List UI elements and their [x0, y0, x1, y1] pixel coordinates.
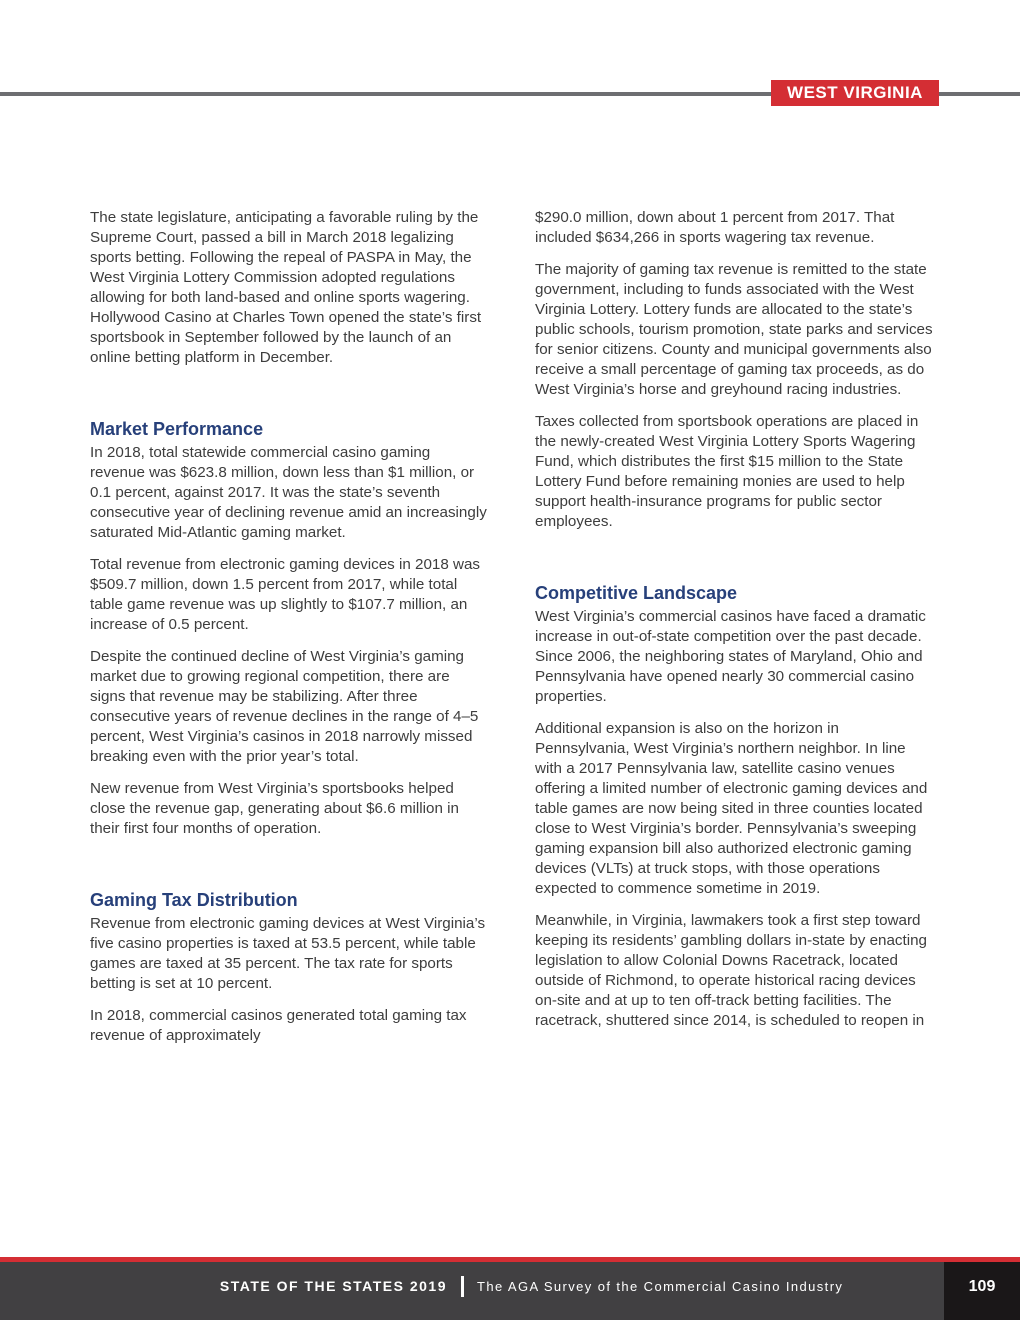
- tax-paragraph-1: Revenue from electronic gaming devices at West Virginia’s five casino properties is taxed at 53.5 percent, while table games are taxed at 35 percent. The tax rate for sports betting is set at 10 percent.: [90, 915, 486, 992]
- page-number: 109: [944, 1262, 1020, 1320]
- market-paragraph-1: In 2018, total statewide commercial casino gaming revenue was $623.8 million, down less than $1 million, or 0.1 percent, against 2017. It was the state’s seventh consecutive year of declining revenue amid an increasingly saturated Mid-Atlantic gaming market.: [90, 444, 487, 541]
- market-performance-heading: Market Performance: [90, 419, 264, 439]
- footer-publication-title: STATE OF THE STATES 2019: [219, 1278, 447, 1294]
- footer-separator: [461, 1276, 464, 1297]
- state-label: WEST VIRGINIA: [771, 80, 939, 106]
- competitive-paragraph-1: West Virginia’s commercial casinos have faced a dramatic increase in out-of-state competition over the past decade. Since 2006, the neighboring states of Maryland, Ohio and Pennsylvania have opened nearly 30 commercial casino properties.: [535, 608, 926, 705]
- right-column: [535, 208, 933, 1043]
- gaming-tax-heading: Gaming Tax Distribution: [90, 890, 298, 910]
- competitive-paragraph-3: Meanwhile, in Virginia, lawmakers took a first step toward keeping its residents’ gambling dollars in-state by enacting legislation to allow Colonial Downs Racetrack, located outside of Richmond, to operate historical racing devices on-site and at up to ten off-track betting facilities. The racetrack, shuttered since 2014, is scheduled to reopen in: [535, 912, 927, 1029]
- tax-paragraph-4: Taxes collected from sportsbook operations are placed in the newly-created West Virginia Lottery Sports Wagering Fund, which distributes the first $15 million to the State Lottery Fund before remaining monies are used to help support health-insurance programs for public sector employees.: [535, 413, 919, 530]
- competitive-paragraph-2: Additional expansion is also on the horizon in Pennsylvania, West Virginia’s northern neighbor. In line with a 2017 Pennsylvania law, satellite casino venues offering a limited number of electronic gaming devices and table games are now being sited in three counties located close to West Virginia’s border. Pennsylvania’s sweeping gaming expansion bill also authorized electronic gaming devices (VLTs) at truck stops, with those operations expected to commence sometime in 2019.: [535, 720, 928, 897]
- intro-paragraph: The state legislature, anticipating a favorable ruling by the Supreme Court, passed a bill in March 2018 legalizing sports betting. Following the repeal of PASPA in May, the West Virginia Lottery Commission adopted regulations allowing for both land-based and online sports wagering. Hollywood Casino at Charles Town opened the state’s first sportsbook in September followed by the launch of an online betting platform in December.: [90, 209, 482, 366]
- tax-paragraph-3: The majority of gaming tax revenue is remitted to the state government, including to funds associated with the West Virginia Lottery. Lottery funds are allocated to the state’s public schools, tourism promotion, state parks and services for senior citizens. County and municipal governments also receive a small percentage of gaming tax proceeds, as do West Virginia’s horse and greyhound racing industries.: [535, 261, 933, 398]
- tax-paragraph-2: In 2018, commercial casinos generated total gaming tax revenue of approximately: [90, 1007, 467, 1044]
- tax-paragraph-2-continued: $290.0 million, down about 1 percent from 2017. That included $634,266 in sports wagering tax revenue.: [535, 209, 895, 246]
- market-paragraph-2: Total revenue from electronic gaming devices in 2018 was $509.7 million, down 1.5 percent from 2017, while total table game revenue was up slightly to $107.7 million, an increase of 0.5 percent.: [90, 556, 481, 633]
- market-paragraph-3: Despite the continued decline of West Virginia’s gaming market due to growing regional competition, there are signs that revenue may be stabilizing. After three consecutive years of revenue declines in the range of 4–5 percent, West Virginia’s casinos in 2018 narrowly missed breaking even with the prior year’s total.: [90, 648, 479, 765]
- competitive-landscape-heading: Competitive Landscape: [535, 583, 738, 603]
- footer-subtitle: The AGA Survey of the Commercial Casino Industry: [477, 1278, 844, 1294]
- market-paragraph-4: New revenue from West Virginia’s sportsbooks helped close the revenue gap, generating about $6.6 million in their first four months of operation.: [90, 780, 459, 837]
- left-column: [90, 208, 488, 1058]
